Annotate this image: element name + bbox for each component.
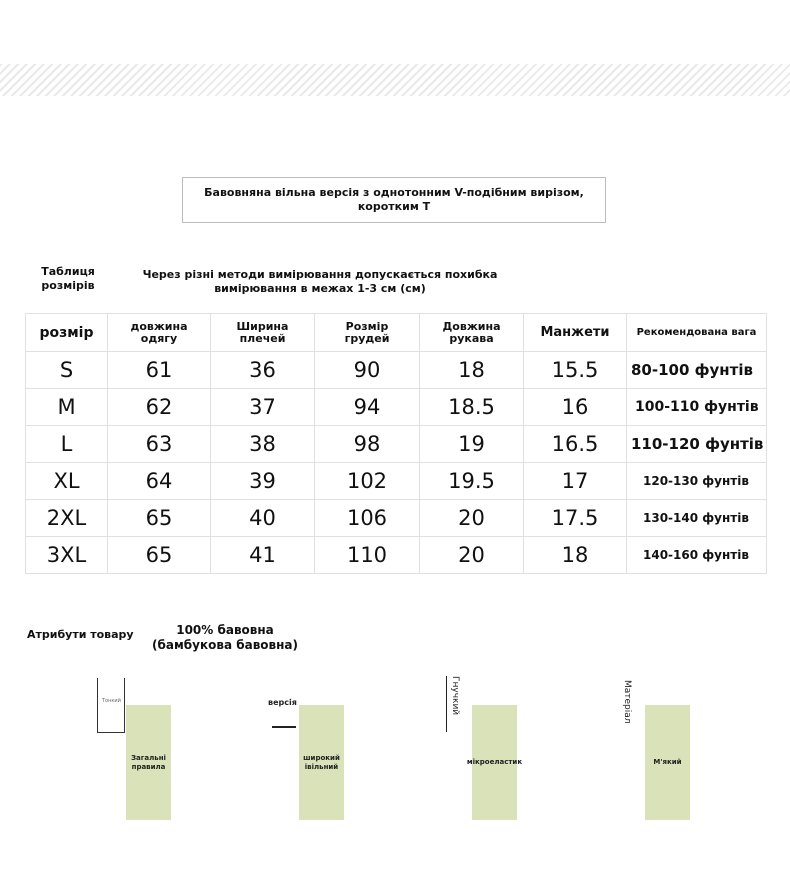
cell-weight: 80-100 фунтів: [627, 352, 767, 389]
cell-size: S: [26, 352, 108, 389]
size-table-label: [37, 265, 99, 293]
size-table-label-line-2: розмірів: [41, 279, 95, 292]
cell-size: L: [26, 426, 108, 463]
attr-bar-label-2: широкий івільний: [303, 753, 340, 771]
header-chest-line-1: Розмір: [345, 319, 389, 333]
cell-cuffs: 16.5: [524, 426, 627, 463]
header-length: [108, 314, 211, 352]
header-sleeve-line-1: Довжина: [442, 319, 501, 333]
cell-shoulder: 40: [211, 500, 315, 537]
cell-chest: 90: [315, 352, 420, 389]
table-row: [26, 500, 767, 537]
cell-shoulder: 38: [211, 426, 315, 463]
table-row: [26, 389, 767, 426]
cell-chest: 102: [315, 463, 420, 500]
cell-size: M: [26, 389, 108, 426]
cell-chest: 106: [315, 500, 420, 537]
product-title-box: [182, 177, 606, 223]
cell-sleeve: 20: [420, 500, 524, 537]
cell-shoulder: 41: [211, 537, 315, 574]
product-title-line-1: Бавовняна вільна версія з однотонним V-подібним вирізом,: [204, 186, 584, 199]
cell-shoulder: 39: [211, 463, 315, 500]
cell-length: 65: [108, 537, 211, 574]
cell-shoulder: 36: [211, 352, 315, 389]
attr-bar-label-1: Загальні правила: [131, 753, 166, 771]
header-cuffs: Манжети: [524, 314, 627, 352]
attr-side-label-1: Тонкий: [102, 698, 121, 704]
table-row: [26, 463, 767, 500]
cell-weight: 100-110 фунтів: [627, 389, 767, 426]
cell-sleeve: 18.5: [420, 389, 524, 426]
material-text: [150, 623, 300, 653]
attr-side-label-3: Гнучкий: [450, 676, 460, 716]
header-chest: [315, 314, 420, 352]
attr-bar-version: [299, 705, 344, 820]
cell-cuffs: 18: [524, 537, 627, 574]
measurement-note-line-1: Через різні методи вимірювання допускається похибка: [142, 268, 498, 281]
cell-weight: 130-140 фунтів: [627, 500, 767, 537]
cell-length: 61: [108, 352, 211, 389]
measurement-note: [140, 268, 500, 296]
cell-cuffs: 15.5: [524, 352, 627, 389]
cell-weight: 110-120 фунтів: [627, 426, 767, 463]
table-row: [26, 352, 767, 389]
header-length-line-1: довжина: [130, 319, 188, 333]
attr-bar-general: [126, 705, 171, 820]
measurement-note-line-2: вимірювання в межах 1-3 см (см): [214, 282, 426, 295]
attr-bar-elasticity: [466, 705, 523, 820]
attributes-title: Атрибути товару: [27, 628, 134, 641]
cell-length: 63: [108, 426, 211, 463]
attr-side-label-4: Матеріал: [622, 680, 632, 724]
cell-sleeve: 19: [420, 426, 524, 463]
table-row: [26, 537, 767, 574]
cell-sleeve: 20: [420, 537, 524, 574]
material-line-2: (бамбукова бавовна): [151, 638, 298, 652]
header-size: розмір: [26, 314, 108, 352]
cell-length: 62: [108, 389, 211, 426]
header-sleeve: [420, 314, 524, 352]
cell-length: 64: [108, 463, 211, 500]
cell-chest: 94: [315, 389, 420, 426]
cell-size: XL: [26, 463, 108, 500]
header-chest-line-2: грудей: [344, 331, 390, 345]
attr-bar-softness: [645, 705, 690, 820]
thickness-bracket: [97, 678, 125, 733]
product-title-line-2: коротким Т: [357, 200, 431, 213]
attr-side-label-2: версія: [268, 698, 297, 707]
cell-shoulder: 37: [211, 389, 315, 426]
table-header-row: [26, 314, 767, 352]
cell-chest: 98: [315, 426, 420, 463]
cell-size: 2XL: [26, 500, 108, 537]
material-line-1: 100% бавовна: [176, 623, 274, 637]
header-shoulder: [211, 314, 315, 352]
size-table-label-line-1: Таблиця: [41, 265, 95, 278]
cell-sleeve: 18: [420, 352, 524, 389]
cell-cuffs: 17: [524, 463, 627, 500]
cell-sleeve: 19.5: [420, 463, 524, 500]
cell-size: 3XL: [26, 537, 108, 574]
cell-cuffs: 17.5: [524, 500, 627, 537]
header-shoulder-line-1: Ширина: [236, 319, 289, 333]
version-tick: [272, 726, 296, 728]
header-sleeve-line-2: рукава: [449, 331, 494, 345]
header-length-line-2: одягу: [140, 331, 178, 345]
header-weight: Рекомендована вага: [627, 314, 767, 352]
header-shoulder-line-2: плечей: [239, 331, 286, 345]
attr-bar-label-4: М'який: [653, 758, 682, 766]
cell-length: 65: [108, 500, 211, 537]
elasticity-tick: [446, 676, 447, 732]
cell-cuffs: 16: [524, 389, 627, 426]
cell-weight: 120-130 фунтів: [627, 463, 767, 500]
cell-weight: 140-160 фунтів: [627, 537, 767, 574]
decorative-stripe-band: [0, 64, 790, 96]
table-row: [26, 426, 767, 463]
attr-bar-label-3: мікроеластик: [466, 758, 523, 766]
size-table: [25, 313, 767, 574]
cell-chest: 110: [315, 537, 420, 574]
